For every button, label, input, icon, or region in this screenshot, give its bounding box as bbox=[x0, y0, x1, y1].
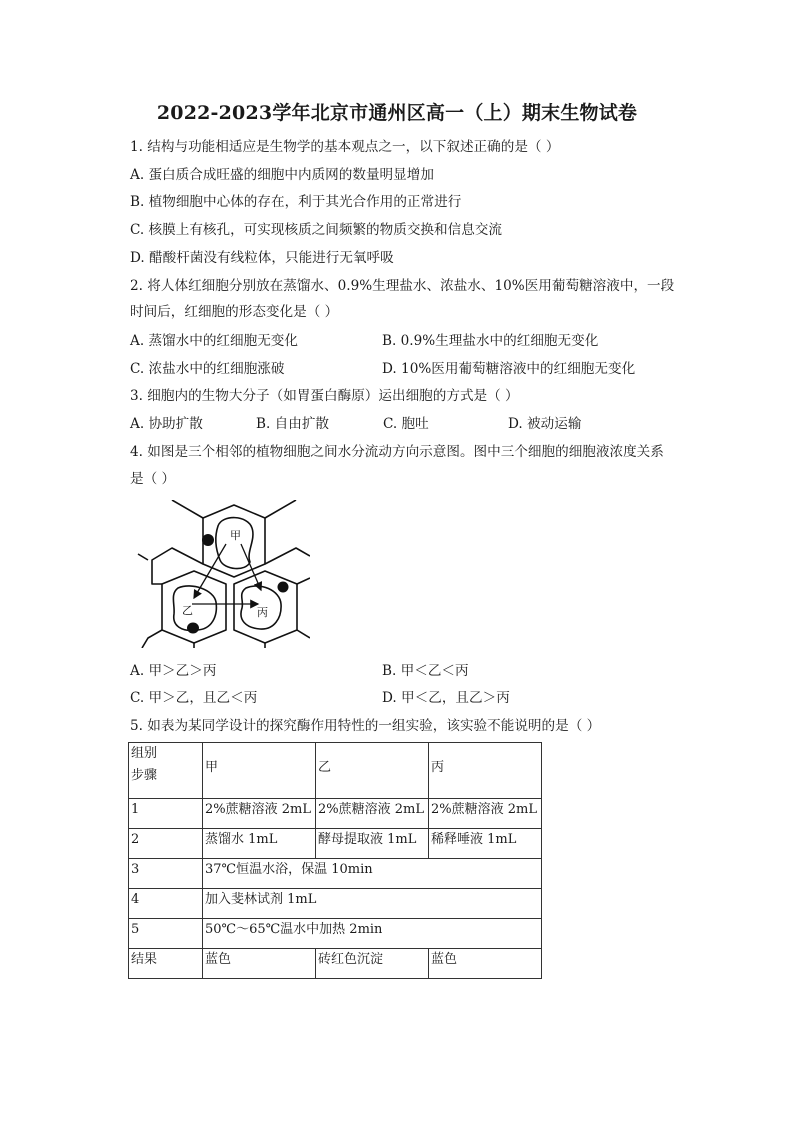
step-number: 2 bbox=[129, 829, 203, 859]
nucleus-bing bbox=[278, 582, 289, 593]
q1-option-a: A. 蛋白质合成旺盛的细胞中内质网的数量明显增加 bbox=[130, 167, 434, 183]
plant-cell-diagram bbox=[134, 500, 310, 648]
q4-option-d: D. 甲＜乙，且乙＞丙 bbox=[382, 690, 510, 706]
q3-option-d: D. 被动运输 bbox=[508, 416, 582, 432]
table-cell: 蒸馏水 1mL bbox=[203, 829, 316, 859]
table-row bbox=[129, 919, 542, 949]
result-label: 结果 bbox=[129, 949, 203, 979]
table-cell: 2%蔗糖溶液 2mL bbox=[203, 799, 316, 829]
q1-option-d: D. 醋酸杆菌没有线粒体，只能进行无氧呼吸 bbox=[130, 250, 394, 266]
label-yi: 乙 bbox=[182, 604, 193, 617]
q4-stem-line1: 4. 如图是三个相邻的植物细胞之间水分流动方向示意图。图中三个细胞的细胞液浓度关系 bbox=[130, 444, 664, 460]
step-number: 3 bbox=[129, 859, 203, 889]
step-number: 5 bbox=[129, 919, 203, 949]
table-merged-cell: 加入斐林试剂 1mL bbox=[203, 889, 542, 919]
protoplast-jia bbox=[216, 518, 253, 569]
table-corner-cell bbox=[129, 743, 203, 799]
corner-label-group: 组别 bbox=[131, 746, 158, 761]
q2-stem-line2: 时间后，红细胞的形态变化是（ ） bbox=[130, 304, 339, 320]
header-group-yi: 乙 bbox=[316, 743, 429, 799]
header-group-jia: 甲 bbox=[203, 743, 316, 799]
q2-option-c: C. 浓盐水中的红细胞涨破 bbox=[130, 361, 285, 377]
nucleus-jia bbox=[202, 534, 214, 546]
label-bing: 丙 bbox=[257, 606, 268, 619]
step-number: 4 bbox=[129, 889, 203, 919]
table-cell: 稀释唾液 1mL bbox=[429, 829, 542, 859]
q3-stem: 3. 细胞内的生物大分子（如胃蛋白酶原）运出细胞的方式是（ ） bbox=[130, 388, 519, 404]
table-row bbox=[129, 889, 542, 919]
q3-option-c: C. 胞吐 bbox=[383, 416, 429, 432]
page-title: 2022-2023学年北京市通州区高一（上）期末生物试卷 bbox=[156, 102, 638, 124]
q1-stem: 1. 结构与功能相适应是生物学的基本观点之一，以下叙述正确的是（ ） bbox=[130, 139, 560, 155]
q3-option-a: A. 协助扩散 bbox=[130, 416, 203, 432]
result-cell: 蓝色 bbox=[429, 949, 542, 979]
table-cell: 酵母提取液 1mL bbox=[316, 829, 429, 859]
table-header-row bbox=[129, 743, 542, 799]
q2-option-d: D. 10%医用葡萄糖溶液中的红细胞无变化 bbox=[382, 361, 636, 377]
step-number: 1 bbox=[129, 799, 203, 829]
q1-option-b: B. 植物细胞中心体的存在，利于其光合作用的正常进行 bbox=[130, 194, 462, 210]
table-cell: 2%蔗糖溶液 2mL bbox=[429, 799, 542, 829]
result-cell: 蓝色 bbox=[203, 949, 316, 979]
q1-option-c: C. 核膜上有核孔，可实现核质之间频繁的物质交换和信息交流 bbox=[130, 222, 502, 238]
table-merged-cell: 37℃恒温水浴，保温 10min bbox=[203, 859, 542, 889]
header-group-bing: 丙 bbox=[429, 743, 542, 799]
table-merged-cell: 50℃～65℃温水中加热 2min bbox=[203, 919, 542, 949]
nucleus-yi bbox=[187, 623, 199, 634]
q4-option-b: B. 甲＜乙＜丙 bbox=[382, 663, 469, 679]
q4-option-a: A. 甲＞乙＞丙 bbox=[130, 663, 217, 679]
table-result-row bbox=[129, 949, 542, 979]
q4-stem-line2: 是（ ） bbox=[130, 471, 176, 487]
experiment-table bbox=[128, 742, 542, 979]
table-row bbox=[129, 829, 542, 859]
q2-option-b: B. 0.9%生理盐水中的红细胞无变化 bbox=[382, 333, 599, 349]
q2-option-a: A. 蒸馏水中的红细胞无变化 bbox=[130, 333, 298, 349]
corner-label-step: 步骤 bbox=[131, 768, 158, 783]
q4-option-c: C. 甲＞乙，且乙＜丙 bbox=[130, 690, 258, 706]
table-cell: 2%蔗糖溶液 2mL bbox=[316, 799, 429, 829]
q2-stem-line1: 2. 将人体红细胞分别放在蒸馏水、0.9%生理盐水、浓盐水、10%医用葡萄糖溶液中，一段 bbox=[130, 278, 675, 294]
result-cell: 砖红色沉淀 bbox=[316, 949, 429, 979]
table-row bbox=[129, 859, 542, 889]
q3-option-b: B. 自由扩散 bbox=[256, 416, 330, 432]
label-jia: 甲 bbox=[230, 529, 241, 542]
table-row bbox=[129, 799, 542, 829]
q5-stem: 5. 如表为某同学设计的探究酶作用特性的一组实验，该实验不能说明的是（ ） bbox=[130, 718, 601, 734]
